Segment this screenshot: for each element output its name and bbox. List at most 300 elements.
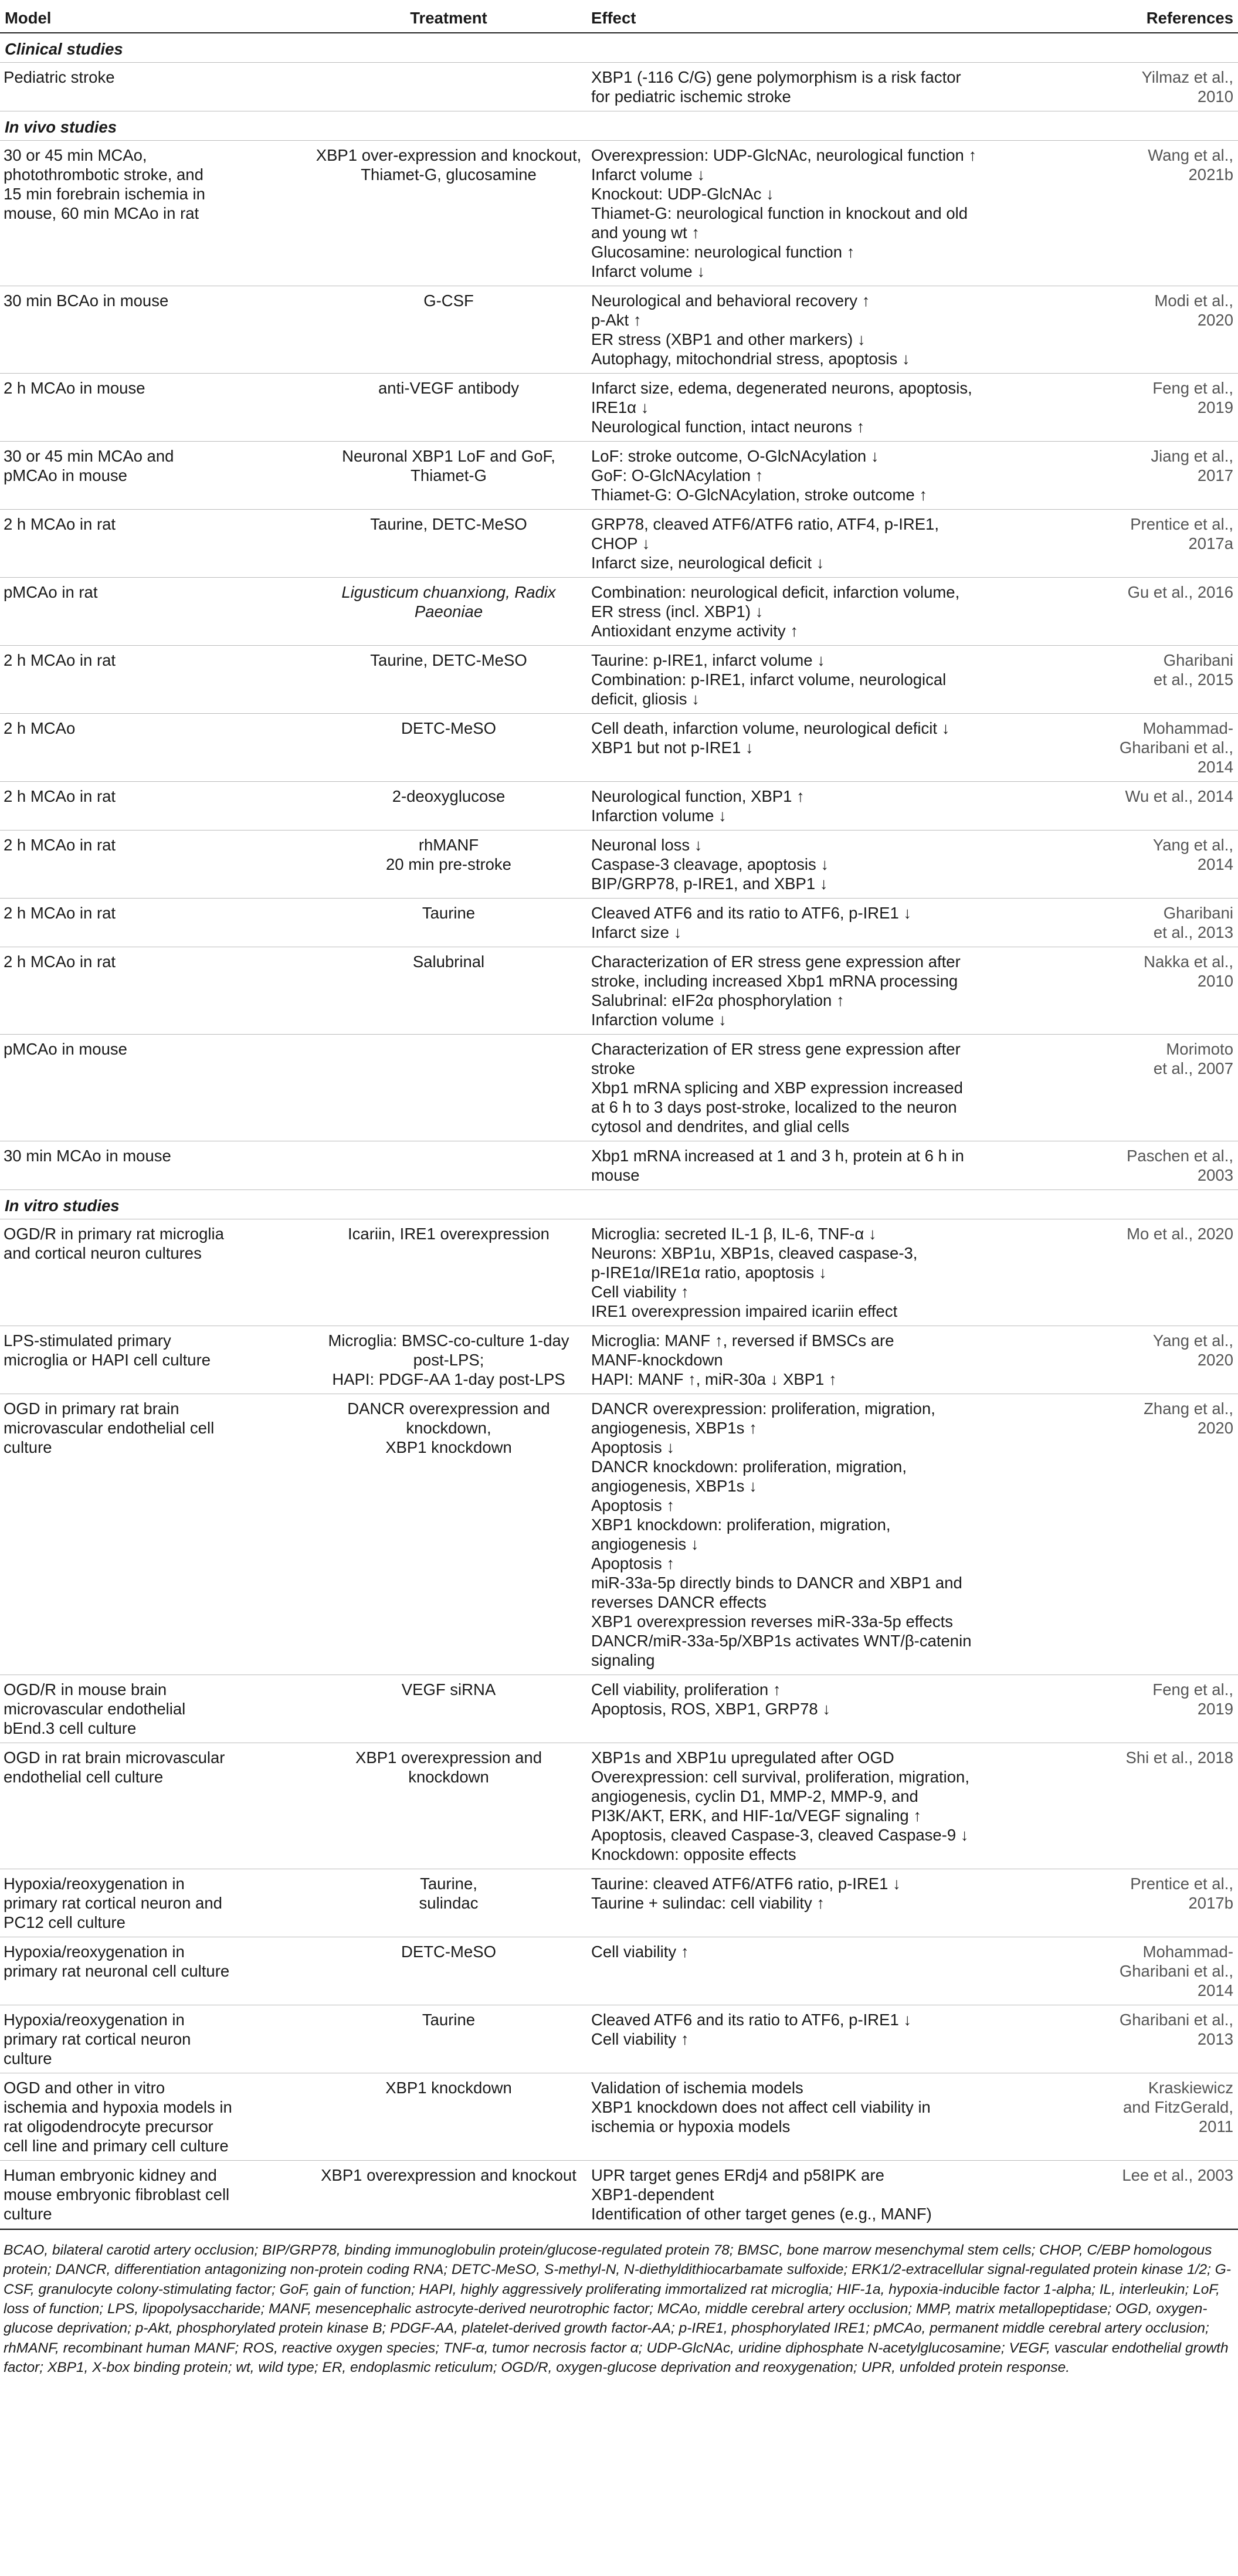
- treatment-line: HAPI: PDGF-AA 1-day post-LPS: [332, 1370, 565, 1388]
- effect-cell: [586, 374, 1085, 442]
- treatment-cell: [311, 1141, 586, 1190]
- reference-line: 2020: [1197, 1351, 1233, 1369]
- effect-cell: [586, 510, 1085, 578]
- effect-line: XBP1 overexpression reverses miR-33a-5p effects: [591, 1612, 953, 1631]
- table-row: [0, 782, 1238, 831]
- reference-cell: [1085, 1219, 1238, 1326]
- reference-line: Yilmaz et al.,: [1141, 68, 1233, 86]
- reference-line: 2019: [1197, 1700, 1233, 1718]
- model-cell: [0, 1219, 311, 1326]
- reference-line: 2020: [1197, 1419, 1233, 1437]
- reference-line: 2017: [1197, 466, 1233, 484]
- effect-cell: [586, 442, 1085, 510]
- effect-line: DANCR knockdown: proliferation, migration,: [591, 1458, 907, 1476]
- reference-line: Wu et al., 2014: [1125, 787, 1233, 805]
- model-line: pMCAo in mouse: [4, 1040, 127, 1058]
- model-line: endothelial cell culture: [4, 1768, 164, 1786]
- model-cell: [0, 2073, 311, 2161]
- effect-line: Cleaved ATF6 and its ratio to ATF6, p-IRE1 ↓: [591, 2011, 912, 2029]
- model-line: 2 h MCAo in mouse: [4, 379, 145, 397]
- reference-cell: [1085, 1743, 1238, 1869]
- reference-line: et al., 2013: [1153, 923, 1233, 941]
- model-cell: [0, 442, 311, 510]
- reference-line: 2014: [1197, 855, 1233, 873]
- model-line: 2 h MCAo in rat: [4, 787, 116, 805]
- header-references: References: [1085, 0, 1238, 33]
- effect-cell: [586, 1141, 1085, 1190]
- reference-cell: [1085, 63, 1238, 111]
- effect-line: UPR target genes ERdj4 and p58IPK are: [591, 2166, 884, 2184]
- effect-line: XBP1 knockdown does not affect cell viability in: [591, 2098, 931, 2116]
- reference-line: et al., 2007: [1153, 1059, 1233, 1077]
- reference-cell: [1085, 141, 1238, 286]
- model-cell: [0, 1743, 311, 1869]
- model-cell: [0, 782, 311, 831]
- reference-line: Gharibani et al.,: [1119, 738, 1233, 757]
- section-row: [0, 33, 1238, 63]
- model-line: 30 min BCAo in mouse: [4, 292, 169, 310]
- reference-line: 2019: [1197, 398, 1233, 416]
- effect-line: Salubrinal: eIF2α phosphorylation ↑: [591, 991, 844, 1009]
- effect-line: XBP1 knockdown: proliferation, migration,: [591, 1516, 891, 1534]
- reference-line: 2003: [1197, 1166, 1233, 1184]
- treatment-line: XBP1 overexpression and knockdown: [355, 1748, 542, 1786]
- treatment-cell: [311, 831, 586, 899]
- effect-line: Neurological function, XBP1 ↑: [591, 787, 805, 805]
- header-treatment: Treatment: [311, 0, 586, 33]
- treatment-line: 2-deoxyglucose: [392, 787, 506, 805]
- table-row: [0, 1869, 1238, 1937]
- section-title: In vitro studies: [0, 1190, 1238, 1219]
- reference-line: 2013: [1197, 2030, 1233, 2048]
- effect-line: angiogenesis, cyclin D1, MMP-2, MMP-9, and: [591, 1787, 918, 1805]
- effect-line: GRP78, cleaved ATF6/ATF6 ratio, ATF4, p-IRE1,: [591, 515, 939, 533]
- model-line: microvascular endothelial: [4, 1700, 186, 1718]
- model-line: rat oligodendrocyte precursor: [4, 2117, 213, 2136]
- effect-line: Infarct size, edema, degenerated neurons, apoptosis,: [591, 379, 972, 397]
- effect-line: Antioxidant enzyme activity ↑: [591, 622, 799, 640]
- model-line: mouse embryonic fibroblast cell: [4, 2185, 230, 2204]
- model-cell: [0, 1675, 311, 1743]
- reference-line: Yang et al.,: [1152, 1331, 1233, 1350]
- treatment-line: Taurine, DETC-MeSO: [370, 651, 527, 669]
- treatment-line: VEGF siRNA: [401, 1680, 496, 1699]
- reference-line: 2017b: [1188, 1894, 1233, 1912]
- treatment-cell: [311, 1219, 586, 1326]
- effect-line: Characterization of ER stress gene expression after: [591, 953, 961, 971]
- model-line: OGD in primary rat brain: [4, 1399, 179, 1418]
- table-row: [0, 63, 1238, 111]
- effect-line: Microglia: secreted IL-1 β, IL-6, TNF-α ↓: [591, 1225, 877, 1243]
- effect-line: Cleaved ATF6 and its ratio to ATF6, p-IRE1 ↓: [591, 904, 912, 922]
- model-cell: [0, 1141, 311, 1190]
- effect-line: Infarction volume ↓: [591, 1011, 727, 1029]
- reference-line: Gharibani et al.,: [1119, 2011, 1233, 2029]
- table-row: [0, 1743, 1238, 1869]
- treatment-cell: [311, 899, 586, 947]
- effect-line: XBP1 but not p-IRE1 ↓: [591, 738, 754, 757]
- effect-cell: [586, 1394, 1085, 1675]
- effect-line: GoF: O-GlcNAcylation ↑: [591, 466, 764, 484]
- reference-line: Prentice et al.,: [1130, 1875, 1233, 1893]
- treatment-line: Taurine,: [420, 1875, 477, 1893]
- treatment-line: Salubrinal: [412, 953, 485, 971]
- reference-cell: [1085, 831, 1238, 899]
- model-line: PC12 cell culture: [4, 1913, 126, 1931]
- effect-line: Cell viability ↑: [591, 2030, 689, 2048]
- treatment-cell: [311, 286, 586, 374]
- model-cell: [0, 899, 311, 947]
- treatment-cell: [311, 510, 586, 578]
- table-row: [0, 1937, 1238, 2005]
- model-line: 2 h MCAo in rat: [4, 904, 116, 922]
- treatment-line: Paeoniae: [414, 602, 483, 621]
- model-line: Hypoxia/reoxygenation in: [4, 1875, 185, 1893]
- reference-cell: [1085, 1394, 1238, 1675]
- effect-cell: [586, 1937, 1085, 2005]
- treatment-line: XBP1 overexpression and knockout: [321, 2166, 576, 2184]
- model-line: 2 h MCAo in rat: [4, 836, 116, 854]
- effect-line: ER stress (XBP1 and other markers) ↓: [591, 330, 866, 348]
- effect-cell: [586, 141, 1085, 286]
- treatment-cell: [311, 1035, 586, 1141]
- reference-line: Mo et al., 2020: [1127, 1225, 1233, 1243]
- effect-cell: [586, 1743, 1085, 1869]
- model-line: 2 h MCAo: [4, 719, 76, 737]
- effect-cell: [586, 2005, 1085, 2073]
- treatment-cell: [311, 1675, 586, 1743]
- treatment-cell: [311, 714, 586, 782]
- effect-cell: [586, 1219, 1085, 1326]
- effect-line: Taurine: cleaved ATF6/ATF6 ratio, p-IRE1 ↓: [591, 1875, 901, 1893]
- treatment-line: Taurine, DETC-MeSO: [370, 515, 527, 533]
- model-cell: [0, 2005, 311, 2073]
- effect-line: Xbp1 mRNA increased at 1 and 3 h, protein at 6 h in: [591, 1147, 964, 1165]
- table-row: [0, 831, 1238, 899]
- model-line: 30 min MCAo in mouse: [4, 1147, 171, 1165]
- treatment-cell: [311, 141, 586, 286]
- model-cell: [0, 2161, 311, 2229]
- effect-cell: [586, 714, 1085, 782]
- effect-line: Thiamet-G: O-GlcNAcylation, stroke outcome ↑: [591, 486, 928, 504]
- effect-cell: [586, 782, 1085, 831]
- model-line: primary rat cortical neuron and: [4, 1894, 222, 1912]
- model-line: and cortical neuron cultures: [4, 1244, 202, 1262]
- effect-cell: [586, 63, 1085, 111]
- effect-cell: [586, 2161, 1085, 2229]
- effect-line: Apoptosis ↑: [591, 1496, 675, 1514]
- effect-line: Infarction volume ↓: [591, 806, 727, 825]
- effect-line: LoF: stroke outcome, O-GlcNAcylation ↓: [591, 447, 879, 465]
- effect-line: Xbp1 mRNA splicing and XBP expression increased: [591, 1079, 963, 1097]
- model-line: photothrombotic stroke, and: [4, 165, 203, 184]
- model-line: culture: [4, 2049, 52, 2067]
- effect-cell: [586, 1869, 1085, 1937]
- effect-line: Cell viability, proliferation ↑: [591, 1680, 781, 1699]
- effect-line: Knockdown: opposite effects: [591, 1845, 796, 1863]
- header-effect: Effect: [586, 0, 1085, 33]
- effect-line: Cell death, infarction volume, neurological deficit ↓: [591, 719, 950, 737]
- reference-line: Shi et al., 2018: [1125, 1748, 1233, 1767]
- reference-line: Feng et al.,: [1152, 379, 1233, 397]
- reference-line: 2014: [1197, 758, 1233, 776]
- model-line: mouse, 60 min MCAo in rat: [4, 204, 199, 222]
- reference-line: et al., 2015: [1153, 670, 1233, 689]
- model-line: pMCAo in rat: [4, 583, 98, 601]
- effect-line: XBP1-dependent: [591, 2185, 714, 2204]
- model-line: 2 h MCAo in rat: [4, 651, 116, 669]
- treatment-line: XBP1 knockdown: [385, 1438, 512, 1456]
- table-row: [0, 899, 1238, 947]
- treatment-cell: [311, 2005, 586, 2073]
- treatment-line: Microglia: BMSC-co-culture 1-day: [328, 1331, 569, 1350]
- model-line: Human embryonic kidney and: [4, 2166, 217, 2184]
- treatment-cell: [311, 646, 586, 714]
- effect-line: at 6 h to 3 days post-stroke, localized to the neuron: [591, 1098, 957, 1116]
- reference-line: Mohammad-: [1142, 719, 1233, 737]
- reference-cell: [1085, 2073, 1238, 2161]
- reference-cell: [1085, 442, 1238, 510]
- effect-line: for pediatric ischemic stroke: [591, 87, 791, 106]
- effect-line: angiogenesis ↓: [591, 1535, 699, 1553]
- effect-line: ischemia or hypoxia models: [591, 2117, 791, 2136]
- effect-line: Infarct volume ↓: [591, 165, 706, 184]
- section-row: [0, 1190, 1238, 1219]
- model-cell: [0, 286, 311, 374]
- model-line: cell line and primary cell culture: [4, 2137, 229, 2155]
- reference-cell: [1085, 899, 1238, 947]
- reference-line: Kraskiewicz: [1148, 2079, 1233, 2097]
- effect-line: HAPI: MANF ↑, miR-30a ↓ XBP1 ↑: [591, 1370, 837, 1388]
- model-line: OGD/R in mouse brain: [4, 1680, 167, 1699]
- effect-line: PI3K/AKT, ERK, and HIF-1α/VEGF signaling ↑: [591, 1806, 922, 1825]
- treatment-cell: [311, 578, 586, 646]
- reference-cell: [1085, 714, 1238, 782]
- table-row: [0, 141, 1238, 286]
- section-title: Clinical studies: [0, 33, 1238, 63]
- effect-line: Overexpression: cell survival, proliferation, migration,: [591, 1768, 969, 1786]
- table-footnote: BCAO, bilateral carotid artery occlusion; BIP/GRP78, binding immunoglobulin protein/glucose-regulated protein 78; BMSC, bone marrow mesenchymal stem cells; CHOP, C/EBP homologous protein; DANCR, differentiation antagonizing non-protein coding RNA; DETC-MeSO, S-methyl-N, N-diethyldithiocarbamate sulfoxide; ERK1/2-extracellular signal-regulated protein kinase 1/2; G-CSF, granulocyte colony-stimulating factor; GoF, gain of function; HAPI, highly aggressively proliferating immortalized rat microglia; HIF-1a, hypoxia-inducible factor 1-alpha; IL, interleukin; LoF, loss of function; LPS, lipopolysaccharide; MANF, mesencephalic astrocyte-derived neurotrophic factor; MCAo, middle cerebral artery occlusion; MMP, matrix metallopeptidase; OGD, oxygen-glucose deprivation; p-Akt, phosphorylated protein kinase B; PDGF-AA, platelet-derived growth factor-AA; p-IRE1, phosphorylated IRE1; pMCAo, permanent middle cerebral artery occlusion; rhMANF, recombinant human MANF; ROS, reactive oxygen species; TNF-α, tumor necrosis factor α; UDP-GlcNAc, uridine diphosphate N-acetylglucosamine; VEGF, vascular endothelial growth factor; XBP1, X-box binding protein; wt, wild type; ER, endoplasmic reticulum; OGD/R, oxygen-glucose deprivation and reoxygenation; UPR, unfolded protein response.: [0, 2229, 1238, 2377]
- effect-line: Infarct size ↓: [591, 923, 682, 941]
- effect-line: signaling: [591, 1651, 655, 1669]
- header-row: [0, 0, 1238, 33]
- model-cell: [0, 714, 311, 782]
- treatment-line: 20 min pre-stroke: [386, 855, 511, 873]
- effect-line: ER stress (incl. XBP1) ↓: [591, 602, 764, 621]
- model-line: 2 h MCAo in rat: [4, 515, 116, 533]
- effect-line: Apoptosis, cleaved Caspase-3, cleaved Caspase-9 ↓: [591, 1826, 969, 1844]
- effect-line: DANCR overexpression: proliferation, migration,: [591, 1399, 935, 1418]
- effect-line: XBP1s and XBP1u upregulated after OGD: [591, 1748, 894, 1767]
- effect-line: Thiamet-G: neurological function in knockout and old: [591, 204, 968, 222]
- header-model: Model: [0, 0, 311, 33]
- model-line: OGD/R in primary rat microglia: [4, 1225, 224, 1243]
- model-line: Pediatric stroke: [4, 68, 115, 86]
- model-line: 30 or 45 min MCAo,: [4, 146, 147, 164]
- table-row: [0, 947, 1238, 1035]
- model-cell: [0, 1937, 311, 2005]
- treatment-line: Taurine: [422, 2011, 476, 2029]
- reference-cell: [1085, 1675, 1238, 1743]
- reference-cell: [1085, 1937, 1238, 2005]
- reference-cell: [1085, 646, 1238, 714]
- reference-cell: [1085, 782, 1238, 831]
- model-cell: [0, 831, 311, 899]
- effect-line: cytosol and dendrites, and glial cells: [591, 1117, 850, 1136]
- treatment-cell: [311, 1869, 586, 1937]
- reference-cell: [1085, 2161, 1238, 2229]
- treatment-line: Thiamet-G, glucosamine: [361, 165, 537, 184]
- effect-line: MANF-knockdown: [591, 1351, 723, 1369]
- treatment-line: Neuronal XBP1 LoF and GoF,: [342, 447, 555, 465]
- treatment-line: anti-VEGF antibody: [378, 379, 519, 397]
- effect-line: Neurological function, intact neurons ↑: [591, 418, 865, 436]
- treatment-cell: [311, 1326, 586, 1394]
- effect-line: stroke: [591, 1059, 635, 1077]
- effect-line: IRE1 overexpression impaired icariin effect: [591, 1302, 898, 1320]
- effect-line: Taurine + sulindac: cell viability ↑: [591, 1894, 825, 1912]
- model-cell: [0, 510, 311, 578]
- effect-line: Neurons: XBP1u, XBP1s, cleaved caspase-3,: [591, 1244, 918, 1262]
- effect-cell: [586, 831, 1085, 899]
- table-row: [0, 2073, 1238, 2161]
- treatment-line: G-CSF: [423, 292, 474, 310]
- table-row: [0, 1326, 1238, 1394]
- model-line: Hypoxia/reoxygenation in: [4, 1943, 185, 1961]
- model-line: pMCAo in mouse: [4, 466, 127, 484]
- table-row: [0, 510, 1238, 578]
- reference-cell: [1085, 2005, 1238, 2073]
- effect-line: mouse: [591, 1166, 640, 1184]
- model-line: microglia or HAPI cell culture: [4, 1351, 211, 1369]
- reference-line: Prentice et al.,: [1130, 515, 1233, 533]
- treatment-line: XBP1 knockdown: [385, 2079, 512, 2097]
- effect-line: Knockout: UDP-GlcNAc ↓: [591, 185, 774, 203]
- reference-line: Gharibani et al.,: [1119, 1962, 1233, 1980]
- model-line: LPS-stimulated primary: [4, 1331, 171, 1350]
- reference-cell: [1085, 374, 1238, 442]
- effect-line: XBP1 (-116 C/G) gene polymorphism is a risk factor: [591, 68, 961, 86]
- effect-line: Apoptosis, ROS, XBP1, GRP78 ↓: [591, 1700, 831, 1718]
- model-line: primary rat neuronal cell culture: [4, 1962, 230, 1980]
- reference-line: Jiang et al.,: [1151, 447, 1233, 465]
- treatment-cell: [311, 1743, 586, 1869]
- model-cell: [0, 141, 311, 286]
- treatment-cell: [311, 947, 586, 1035]
- effect-line: stroke, including increased Xbp1 mRNA processing: [591, 972, 958, 990]
- model-line: microvascular endothelial cell: [4, 1419, 215, 1437]
- treatment-line: Ligusticum chuanxiong, Radix: [341, 583, 556, 601]
- effect-line: Infarct size, neurological deficit ↓: [591, 554, 825, 572]
- model-cell: [0, 578, 311, 646]
- model-line: culture: [4, 2205, 52, 2223]
- effect-line: Combination: neurological deficit, infarction volume,: [591, 583, 960, 601]
- model-cell: [0, 1869, 311, 1937]
- effect-line: Glucosamine: neurological function ↑: [591, 243, 855, 261]
- effect-line: angiogenesis, XBP1s ↓: [591, 1477, 757, 1495]
- model-line: 15 min forebrain ischemia in: [4, 185, 205, 203]
- model-line: 2 h MCAo in rat: [4, 953, 116, 971]
- treatment-line: XBP1 over-expression and knockout,: [316, 146, 582, 164]
- model-cell: [0, 646, 311, 714]
- model-cell: [0, 374, 311, 442]
- effect-line: Identification of other target genes (e.g., MANF): [591, 2205, 932, 2223]
- reference-line: Paschen et al.,: [1127, 1147, 1233, 1165]
- treatment-line: rhMANF: [418, 836, 479, 854]
- treatment-cell: [311, 782, 586, 831]
- treatment-line: sulindac: [419, 1894, 479, 1912]
- effect-line: Caspase-3 cleavage, apoptosis ↓: [591, 855, 829, 873]
- reference-cell: [1085, 1869, 1238, 1937]
- reference-line: 2021b: [1188, 165, 1233, 184]
- table-row: [0, 442, 1238, 510]
- model-line: primary rat cortical neuron: [4, 2030, 191, 2048]
- model-line: Hypoxia/reoxygenation in: [4, 2011, 185, 2029]
- treatment-cell: [311, 374, 586, 442]
- reference-line: 2014: [1197, 1981, 1233, 1999]
- effect-line: Neurological and behavioral recovery ↑: [591, 292, 870, 310]
- model-line: OGD and other in vitro: [4, 2079, 165, 2097]
- reference-cell: [1085, 510, 1238, 578]
- table-row: [0, 286, 1238, 374]
- table-row: [0, 2161, 1238, 2229]
- reference-line: 2017a: [1188, 534, 1233, 553]
- treatment-line: knockdown,: [406, 1419, 491, 1437]
- reference-line: Morimoto: [1166, 1040, 1233, 1058]
- reference-line: and FitzGerald,: [1122, 2098, 1233, 2116]
- treatment-cell: [311, 2161, 586, 2229]
- reference-line: Lee et al., 2003: [1122, 2166, 1233, 2184]
- effect-cell: [586, 286, 1085, 374]
- treatment-cell: [311, 1394, 586, 1675]
- reference-cell: [1085, 286, 1238, 374]
- reference-line: 2010: [1197, 972, 1233, 990]
- effect-line: deficit, gliosis ↓: [591, 690, 700, 708]
- model-cell: [0, 947, 311, 1035]
- effect-line: reverses DANCR effects: [591, 1593, 767, 1611]
- effect-line: Autophagy, mitochondrial stress, apoptosis ↓: [591, 350, 910, 368]
- treatment-line: DETC-MeSO: [401, 719, 496, 737]
- model-cell: [0, 1394, 311, 1675]
- reference-line: Nakka et al.,: [1144, 953, 1233, 971]
- effect-line: Apoptosis ↓: [591, 1438, 675, 1456]
- model-line: 30 or 45 min MCAo and: [4, 447, 174, 465]
- treatment-line: Thiamet-G: [411, 466, 487, 484]
- table-row: [0, 1035, 1238, 1141]
- model-cell: [0, 63, 311, 111]
- treatment-line: post-LPS;: [413, 1351, 484, 1369]
- reference-cell: [1085, 1326, 1238, 1394]
- effect-cell: [586, 646, 1085, 714]
- reference-line: Yang et al.,: [1152, 836, 1233, 854]
- effect-line: Characterization of ER stress gene expression after: [591, 1040, 961, 1058]
- effect-line: Taurine: p-IRE1, infarct volume ↓: [591, 651, 825, 669]
- table-row: [0, 1219, 1238, 1326]
- model-cell: [0, 1326, 311, 1394]
- effect-line: angiogenesis, XBP1s ↑: [591, 1419, 757, 1437]
- effect-cell: [586, 1326, 1085, 1394]
- effect-line: Apoptosis ↑: [591, 1554, 675, 1572]
- effect-line: Microglia: MANF ↑, reversed if BMSCs are: [591, 1331, 894, 1350]
- model-cell: [0, 1035, 311, 1141]
- treatment-line: Taurine: [422, 904, 476, 922]
- treatment-cell: [311, 63, 586, 111]
- treatment-line: DANCR overexpression and: [347, 1399, 550, 1418]
- reference-line: Gharibani: [1163, 904, 1233, 922]
- effect-line: DANCR/miR-33a-5p/XBP1s activates WNT/β-catenin: [591, 1632, 972, 1650]
- reference-line: Gharibani: [1163, 651, 1233, 669]
- effect-line: Validation of ischemia models: [591, 2079, 803, 2097]
